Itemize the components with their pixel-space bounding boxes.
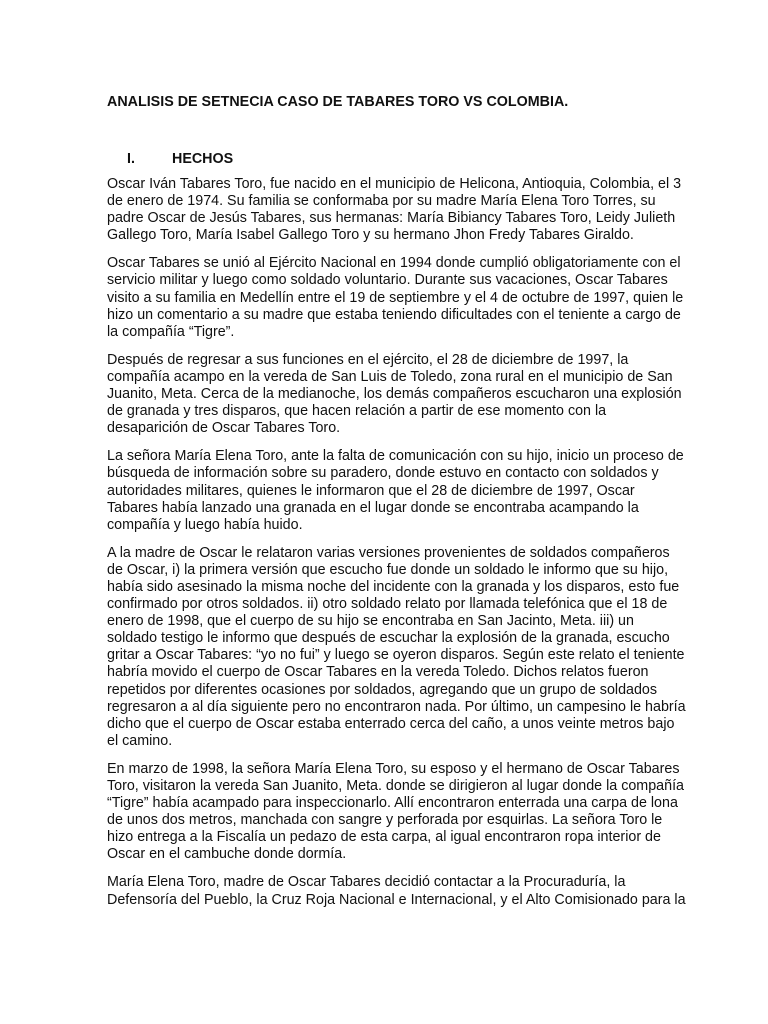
paragraph-line: A la madre de Oscar le relataron varias versiones provenientes de soldados compañeros [107, 544, 670, 561]
paragraph-line: gritar a Oscar Tabares: “yo no fui” y luego se oyeron disparos. Según este relato el teniente [107, 647, 685, 664]
body-paragraph [107, 255, 684, 340]
paragraph-line: confirmado por otros soldados. ii) otro soldado relato por llamada telefónica que el 18 de [107, 596, 668, 613]
paragraph-line: Defensoría del Pueblo, la Cruz Roja Nacional e Internacional, y el Alto Comisionado para la [107, 891, 686, 908]
paragraph-line: repetidos por diferentes ocasiones por soldados, agregando que un grupo de soldados [107, 681, 658, 698]
paragraph-line: de Oscar, i) la primera versión que escucho fue donde un soldado le informo que su hijo, [107, 561, 669, 578]
paragraph-line: En marzo de 1998, la señora María Elena Toro, su esposo y el hermano de Oscar Tabares [107, 760, 680, 777]
paragraph-line: desaparición de Oscar Tabares Toro. [107, 420, 341, 437]
paragraph-line: de unos dos metros, manchada con sangre y perforada por esquirlas. La señora Toro le [107, 812, 663, 829]
body-paragraph [107, 874, 686, 908]
paragraph-line: búsqueda de información sobre su paradero, donde estuvo en contacto con soldados y [107, 465, 659, 482]
paragraph-line: autoridades militares, quienes le informaron que el 28 de diciembre de 1997, Oscar [107, 482, 635, 499]
paragraph-line: de enero de 1974. Su familia se conformaba por su madre María Elena Toro Torres, su [107, 193, 656, 210]
paragraph-list [107, 176, 686, 909]
paragraph-line: Juanito, Meta. Cerca de la medianoche, los demás compañeros escucharon una explosión [107, 386, 682, 403]
section-title: HECHOS [172, 151, 234, 167]
paragraph-line: “Tigre” había acampado para inspeccionarlo. Allí encontraron enterrada una carpa de lona [107, 795, 678, 812]
paragraph-line: enero de 1998, que el cuerpo de su hijo se encontraba en San Jacinto, Meta. iii) un [107, 613, 634, 630]
section-number: I. [127, 151, 135, 167]
paragraph-line: dicho que el cuerpo de Oscar estaba enterrado cerca del caño, a unos veinte metros bajo [107, 715, 675, 732]
paragraph-line: La señora María Elena Toro, ante la falta de comunicación con su hijo, inicio un proceso de [107, 448, 684, 465]
paragraph-line: regresaron a al día siguiente pero no encontraron nada. Por último, un campesino le habría [107, 698, 686, 715]
body-paragraph [107, 351, 682, 437]
paragraph-line: Tabares había lanzado una granada en el lugar donde se encontraba acampando la [107, 499, 639, 516]
body-paragraph [107, 448, 684, 533]
paragraph-line: habría movido el cuerpo de Oscar Tabares en la vereda Toledo. Dichos relatos fueron [107, 664, 649, 681]
paragraph-line: compañía y luego había huido. [107, 516, 303, 533]
paragraph-line: Oscar Iván Tabares Toro, fue nacido en el municipio de Helicona, Antioquia, Colombia, el 3 [107, 176, 682, 192]
document-title: ANALISIS DE SETNECIA CASO DE TABARES TORO VS COLOMBIA. [107, 94, 569, 110]
section-heading [107, 150, 667, 168]
paragraph-line: había sido asesinado la misma noche del incidente con la granada y los disparos, esto fue [107, 578, 680, 595]
paragraph-line: de granada y tres disparos, que hacen relación a partir de ese momento con la [107, 403, 607, 420]
paragraph-line: hizo entrega a la Fiscalía un pedazo de esta carpa, al igual encontraron ropa interior de [107, 829, 661, 846]
paragraph-line: Gallego Toro, María Isabel Gallego Toro y su hermano Jhon Fredy Tabares Giraldo. [107, 227, 634, 244]
paragraph-line: Después de regresar a sus funciones en el ejército, el 28 de diciembre de 1997, la [107, 351, 629, 368]
paragraph-line: Oscar en el cambuche donde dormía. [107, 846, 347, 863]
paragraph-line: María Elena Toro, madre de Oscar Tabares decidió contactar a la Procuraduría, la [107, 874, 626, 891]
body-paragraph [107, 176, 682, 244]
body-paragraph [107, 544, 686, 750]
paragraph-line: soldado testigo le informo que después de escuchar la explosión de la granada, escucho [107, 630, 670, 647]
paragraph-line: padre Oscar de Jesús Tabares, sus hermanas: María Bibiancy Tabares Toro, Leidy Julieth [107, 210, 676, 227]
paragraph-line: Toro, visitaron la vereda San Juanito, Meta. donde se dirigieron al lugar donde la compañía [107, 778, 684, 794]
paragraph-line: servicio militar y luego como soldado voluntario. Durante sus vacaciones, Oscar Tabares [107, 272, 668, 289]
paragraph-line: la compañía “Tigre”. [107, 323, 235, 340]
document-content [107, 93, 686, 920]
paragraph-line: compañía acampo en la vereda de San Luis de Toledo, zona rural en el municipio de San [107, 368, 673, 385]
paragraph-line: hizo un comentario a su madre que estaba teniendo dificultades con el teniente a cargo de [107, 306, 681, 323]
paragraph-line: Oscar Tabares se unió al Ejército Nacional en 1994 donde cumplió obligatoriamente con el [107, 255, 681, 272]
paragraph-line: el camino. [107, 732, 173, 749]
paragraph-line: visito a su familia en Medellín entre el 19 de septiembre y el 4 de octubre de 1997, quien le [107, 289, 684, 306]
body-paragraph [107, 760, 684, 864]
